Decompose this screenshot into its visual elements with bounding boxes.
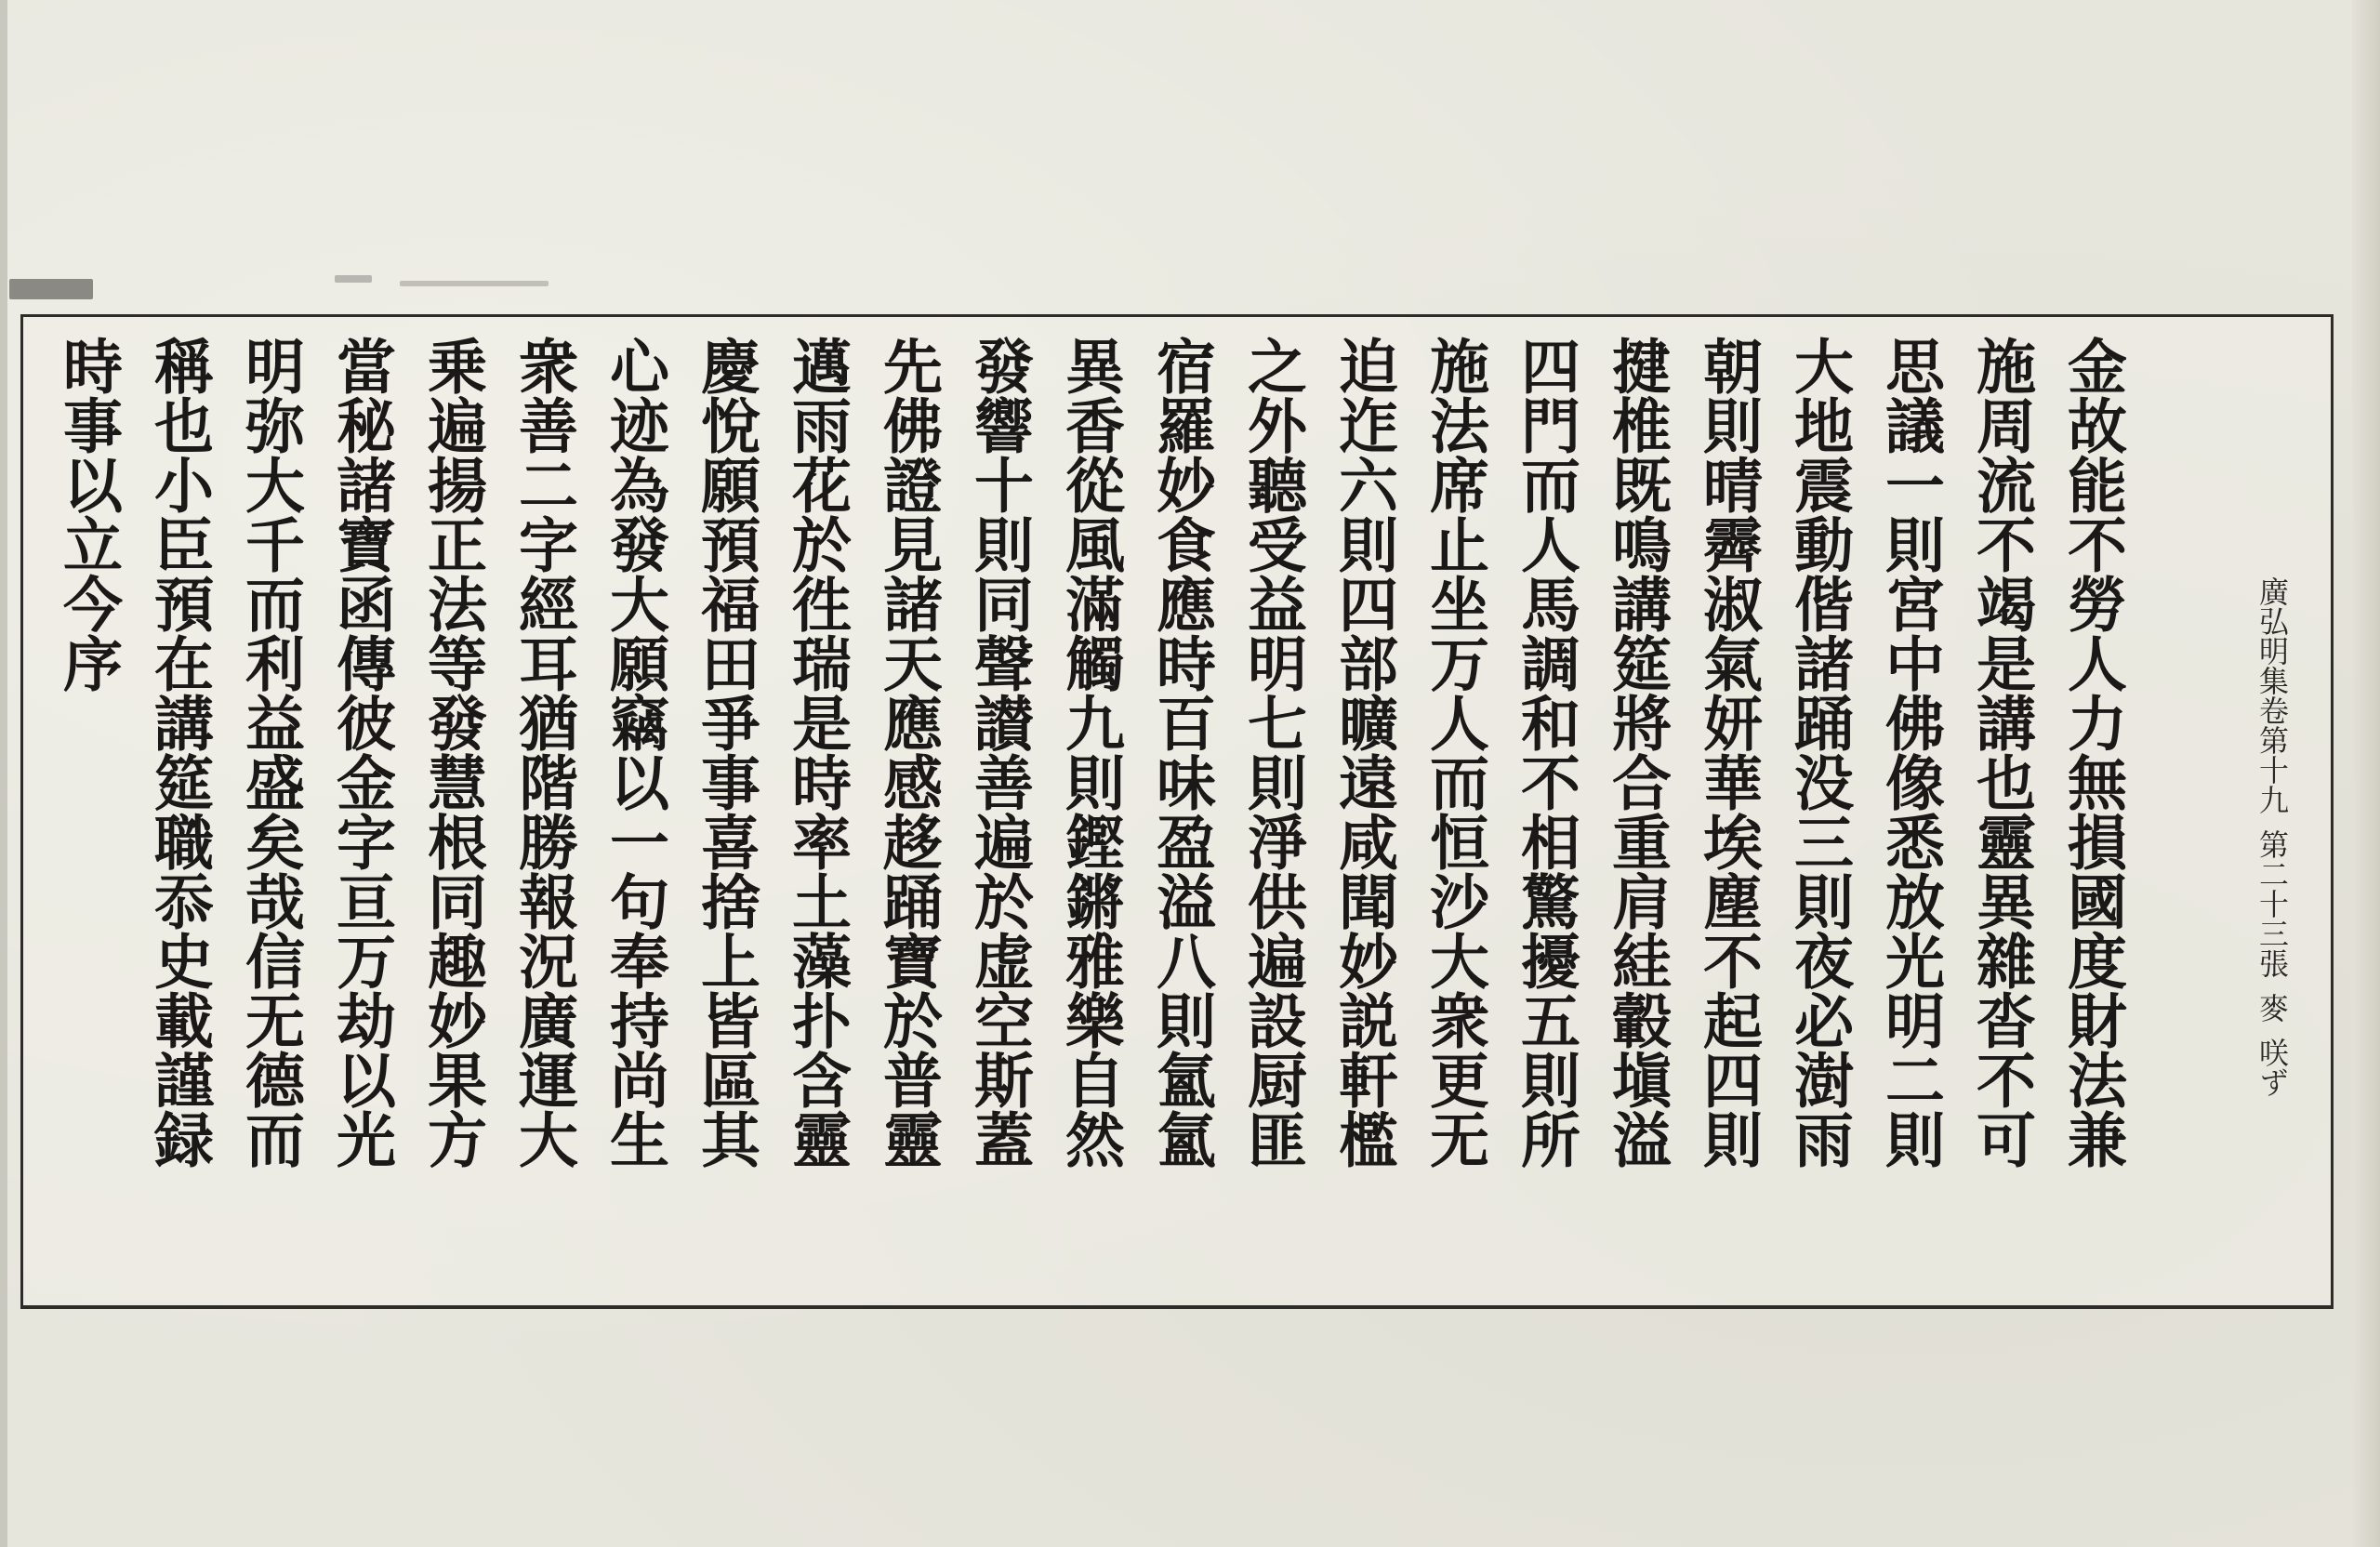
text-column-15: 邁雨花於徃瑞是時率土藻扑含靈: [782, 336, 852, 1169]
text-column-12: 異香從風滿觸九則鏗鏘雅樂自然: [1055, 336, 1125, 1169]
text-column-5: 朝則晴霽淑氣妍華埃塵不起四則: [1693, 336, 1763, 1169]
marginal-note: [2254, 576, 2291, 1097]
text-column-18: 衆善二字經耳猶階勝報況廣運大: [509, 336, 578, 1169]
text-column-19: 乗遍揚正法等發慧根同趣妙果方: [417, 336, 487, 1169]
text-column-3: 思議一則宮中佛像悉放光明二則: [1875, 336, 1945, 1169]
text-column-10: 之外聽受益明七則淨供遍設厨匪: [1237, 336, 1307, 1169]
text-column-7: 四門而人馬調和不相驚擾五則所: [1511, 336, 1580, 1169]
marginal-sheet-number: 第二十三張: [2254, 829, 2290, 978]
marginal-book-title: 廣弘明集卷第十九: [2254, 576, 2290, 814]
text-column-14: 先佛證見諸天應感趍踊寶於普靈: [873, 336, 943, 1169]
ink-smudge: [9, 279, 93, 299]
text-columns: [44, 336, 2135, 1284]
marginal-extra-mark: 麥: [2254, 993, 2290, 1023]
text-column-4: 大地震動偕諸踊没三則夜必澍雨: [1784, 336, 1854, 1169]
text-column-23: 時事以立今序: [53, 336, 123, 693]
text-column-22: 稱也小臣預在講筵職忝史載謹録: [144, 336, 214, 1169]
ink-smudge: [400, 281, 549, 286]
text-column-9: 迫迮六則四部曠遠咸聞妙説軒檻: [1329, 336, 1398, 1169]
page-left-edge: [0, 0, 7, 1547]
marginal-mark-2: 咲ず: [2254, 1038, 2290, 1097]
ink-smudge: [335, 275, 372, 283]
text-column-6: 揵椎既鳴講筵將合重肩絓轂塡溢: [1602, 336, 1672, 1169]
text-frame: [20, 314, 2334, 1309]
text-column-13: 發響十則同聲讃善遍於虚空斯蓋: [964, 336, 1034, 1169]
text-column-1: 金故能不勞人力無損國度財法兼: [2057, 336, 2127, 1169]
text-column-17: 心迹為發大願竊以一句奉持尚生: [600, 336, 669, 1169]
text-column-21: 明弥大千而利益盛矣哉信无德而: [235, 336, 305, 1169]
text-column-11: 宿羅妙食應時百味盈溢八則氳氳: [1146, 336, 1216, 1169]
text-column-2: 施周流不竭是講也靈異雜沓不可: [1966, 336, 2036, 1169]
text-column-16: 慶悅願預福田爭事喜捨上皆區其: [691, 336, 760, 1169]
page-fold-shadow: [2352, 0, 2380, 1547]
text-column-8: 施法席止坐万人而恒沙大衆更无: [1420, 336, 1489, 1169]
text-column-20: 當秘諸寶函傳彼金字亘万劫以光: [326, 336, 396, 1169]
